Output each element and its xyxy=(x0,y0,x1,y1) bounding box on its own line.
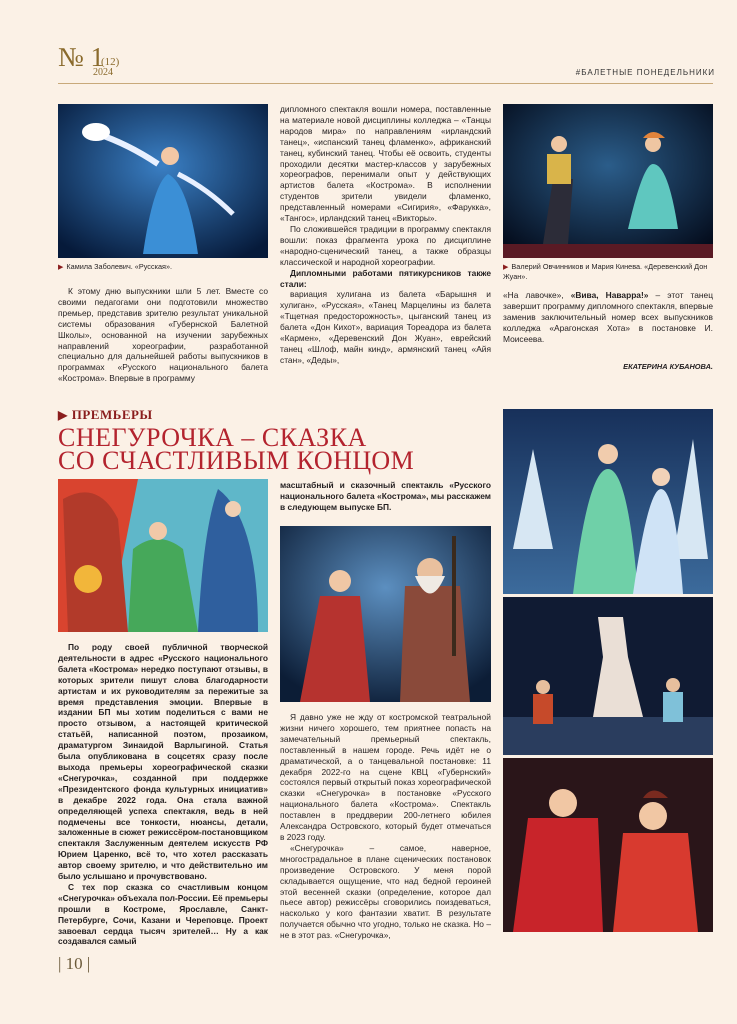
top-story-column-1 xyxy=(58,286,268,384)
premiere-lead-right xyxy=(280,480,491,513)
paragraph: масштабный и сказочный спектакль «Русского национального балета «Кострома», мы расскажем в следующем выпуске БП. xyxy=(280,480,491,512)
header-divider xyxy=(58,83,713,84)
photo2-caption: ▶ Валерий Овчинников и Мария Кинева. «Деревенский Дон Жуан». xyxy=(503,262,708,282)
caption-triangle-icon: ▶ xyxy=(58,264,64,271)
top-story-column-2 xyxy=(280,104,491,366)
issue-sub-number: (12) xyxy=(101,56,120,68)
stage-photo-center xyxy=(280,526,491,702)
paragraph: Я давно уже не жду от костромской театральной жизни ничего хорошего, тем приятнее попасть на замечательный премьерный спектакль, поставленный в нашем городе. Речь идёт не о драматической, а о танцевальной постановке: 11 декабря 2022-го на сцене КВЦ «Губернский» состоялся первый открытый показ хореографической сказки «Снегурочка» в постановке «Русского национального балета «Кострома». Спектакль поставлен в преддверии 200-летнего юбилея Александра Островского, который будет отмечаться в 2023 году. xyxy=(280,712,491,842)
paragraph: К этому дню выпускники шли 5 лет. Вместе со своими педагогами они подготовили множество премьер, представив зрителю результат уникальной системы образования «Губернской Балетной Школы», основанной на изучении зарубежных направлений хореографии, разработанной специально для дальнейшей работы выпускников в программах «Русского национального балета «Кострома». Впервые в программу xyxy=(58,286,268,384)
snegurochka-illustration xyxy=(58,479,268,632)
headline-line-1: СНЕГУРОЧКА – СКАЗКА xyxy=(58,423,367,452)
paragraph: «На лавочке», «Вива, Наварра!» – этот танец завершит программу дипломного спектакля, впервые заменив заключительный номер всех выпускников колледжа «Арагонская Хота» в постановке И. Моисеева. xyxy=(503,290,713,344)
stage-photo-right-3 xyxy=(503,758,713,932)
paragraph: По сложившейся традиции в программу спектакля вошли: показ фрагмента урока по дисциплине «народно-сценический танец, а также образцы классической и народной хореографии. xyxy=(280,223,491,267)
top-story-column-3 xyxy=(503,290,713,345)
section-triangle-icon: ▶ xyxy=(58,408,68,422)
paragraph-subheading: Дипломными работами пятикурсников также стали: xyxy=(280,267,491,289)
issue-year: 2024 xyxy=(93,67,113,78)
photo1-caption: ▶ Камила Заболевич. «Русская». xyxy=(58,262,173,271)
paragraph: дипломного спектакля вошли номера, поставленные на материале новой дисциплины колледжа – «Танцы народов мира» по направлениям «ирландский танец», «испанский танец фламенко», африканский танец, кубинский танец. Чтобы её освоить, студенты проходили десятки мастер-классов у зарубежных хореографов, перенимали опыт у действующих артистов балета «Кострома». В исполнении студентов зрители увидели фламенко, представленный номерами «Сигирия», «Фарукка», «Тангос», ирландский танец «Викторы». xyxy=(280,104,491,224)
paragraph: С тех пор сказка со счастливым концом «Снегурочка» объехала пол-России. Её премьеры прошли в Костроме, Ярославле, Санкт-Петербурге, Сочи, Казани и Череповце. Проект завоевал сердца тысяч зрителей… Ну а как создавался самый xyxy=(58,881,268,947)
caption-triangle-icon: ▶ xyxy=(503,264,509,271)
section-tag: #БАЛЕТНЫЕ ПОНЕДЕЛЬНИКИ xyxy=(575,68,715,77)
paragraph: По роду своей публичной творческой деятельности в адрес «Русского национального балета «Кострома» нередко поступают отзывы, в которых зрители пишут слова благодарности артистам и их руководителям за пережитые за время представления эмоции. Впервые в издании БП мы хотим поделиться с вами не просто отзывом, а настоящей критической статьёй, написанной поэтом, прозаиком, драматургом Зинаидой Варлыгиной. Статья была опубликована в соцсетях сразу после выхода премьеры хореографической сказки «Снегурочка», созданной при поддержке «Президентского фонда культурных инициатив» в декабре 2022 года. Она стала важной определяющей успеха спектакля, ведь в ней подмечены все тонкости, нюансы, детали, заложенные в сюжет режиссёром-постановщиком спектакля Заслуженным деятелем искусств РФ Юрием Царенко, всё то, что хотел рассказать автор своему зрителю, и что действительно им было услышано и прочувствовано. xyxy=(58,642,268,882)
headline-line-2: СО СЧАСТЛИВЫМ КОНЦОМ xyxy=(58,446,415,475)
author-byline: ЕКАТЕРИНА КУБАНОВА. xyxy=(623,362,713,371)
paragraph: «Снегурочка» – самое, наверное, многострадальное в плане сценических постановок произведение Островского. У меня порой складывается ощущение, что над бедной героиней этой весенней сказки (определение, которое дал пьесе автор) режиссёры сговорились поиздеваться, насколько у кого фантазии хватит. В результате получается обычно что угодно, только не сказка. Но – не в этот раз. «Снегурочка», xyxy=(280,842,491,941)
section-label-premieres: ▶ ПРЕМЬЕРЫ xyxy=(58,407,153,422)
dancer-photo-russkaya xyxy=(58,104,268,258)
premiere-lead-column xyxy=(58,642,268,947)
dancer-photo-don-juan xyxy=(503,104,713,258)
stage-photo-right-1 xyxy=(503,409,713,594)
issue-number: № 1 xyxy=(58,42,105,72)
stage-photo-right-2 xyxy=(503,597,713,755)
paragraph: вариация хулигана из балета «Барышня и хулиган», «Русская», «Танец Марцелины из балета «Тщетная предосторожность», цыганский танец из балета «Дон Кихот», вариация Тореадора из балета «Кармен», «Деревенский Дон Жуан», еврейский танец «Шлоф, майн кинд», армянский танец «Айя стан», «Деды», xyxy=(280,289,491,365)
page-number: | 10 | xyxy=(58,954,91,973)
premiere-body-column xyxy=(280,712,491,941)
